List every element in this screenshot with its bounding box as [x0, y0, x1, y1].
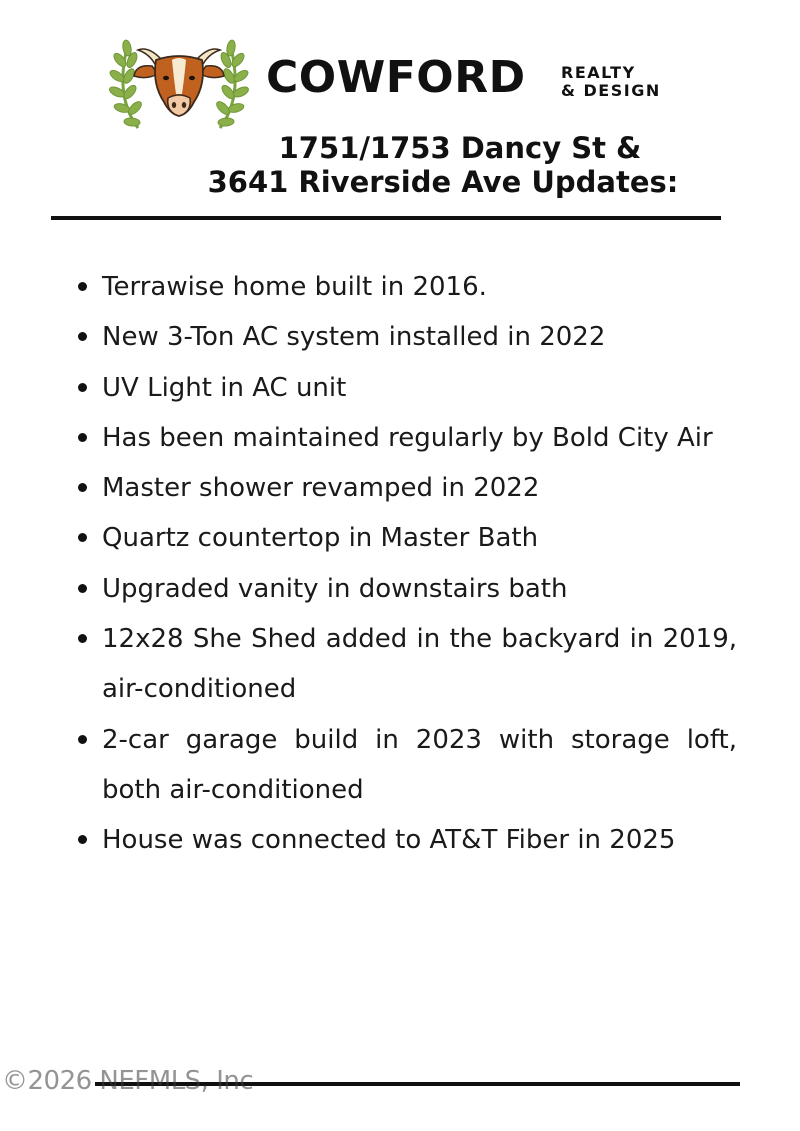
- bullet-icon: [78, 634, 87, 643]
- bullet-icon: [78, 332, 87, 341]
- bullet-icon: [78, 483, 87, 492]
- list-item: 2-car garage build in 2023 with storage loft, both air-conditioned: [72, 715, 737, 816]
- page-title-line2: 3641 Riverside Ave Updates:: [207, 165, 679, 199]
- bullet-icon: [78, 383, 87, 392]
- list-item: Master shower revamped in 2022: [72, 463, 737, 513]
- cow-head-laurel-icon: [108, 36, 250, 132]
- bullet-icon: [78, 433, 87, 442]
- list-item: 12x28 She Shed added in the backyard in 2019, air-conditioned: [72, 614, 737, 715]
- bullet-icon: [78, 533, 87, 542]
- list-item: Quartz countertop in Master Bath: [72, 513, 737, 563]
- brand-logo: [108, 36, 668, 132]
- bullet-icon: [78, 584, 87, 593]
- list-item: UV Light in AC unit: [72, 363, 737, 413]
- list-item: House was connected to AT&T Fiber in 2025: [72, 815, 737, 865]
- updates-list: [72, 262, 737, 866]
- brand-name: COWFORD: [266, 52, 526, 103]
- list-item: Has been maintained regularly by Bold City Air: [72, 413, 737, 463]
- brand-sub-line1: REALTY: [561, 63, 636, 82]
- list-item: Upgraded vanity in downstairs bath: [72, 564, 737, 614]
- bullet-icon: [78, 735, 87, 744]
- brand-sub-line2: & DESIGN: [561, 81, 661, 100]
- top-divider: [51, 216, 721, 220]
- bullet-icon: [78, 835, 87, 844]
- bullet-icon: [78, 282, 87, 291]
- list-item: New 3-Ton AC system installed in 2022: [72, 312, 737, 362]
- brand-subtitle: [561, 64, 661, 100]
- page-title-line1: 1751/1753 Dancy St &: [278, 131, 642, 165]
- copyright-watermark: ©2026 NEFMLS, Inc: [2, 1066, 254, 1096]
- list-item: Terrawise home built in 2016.: [72, 262, 737, 312]
